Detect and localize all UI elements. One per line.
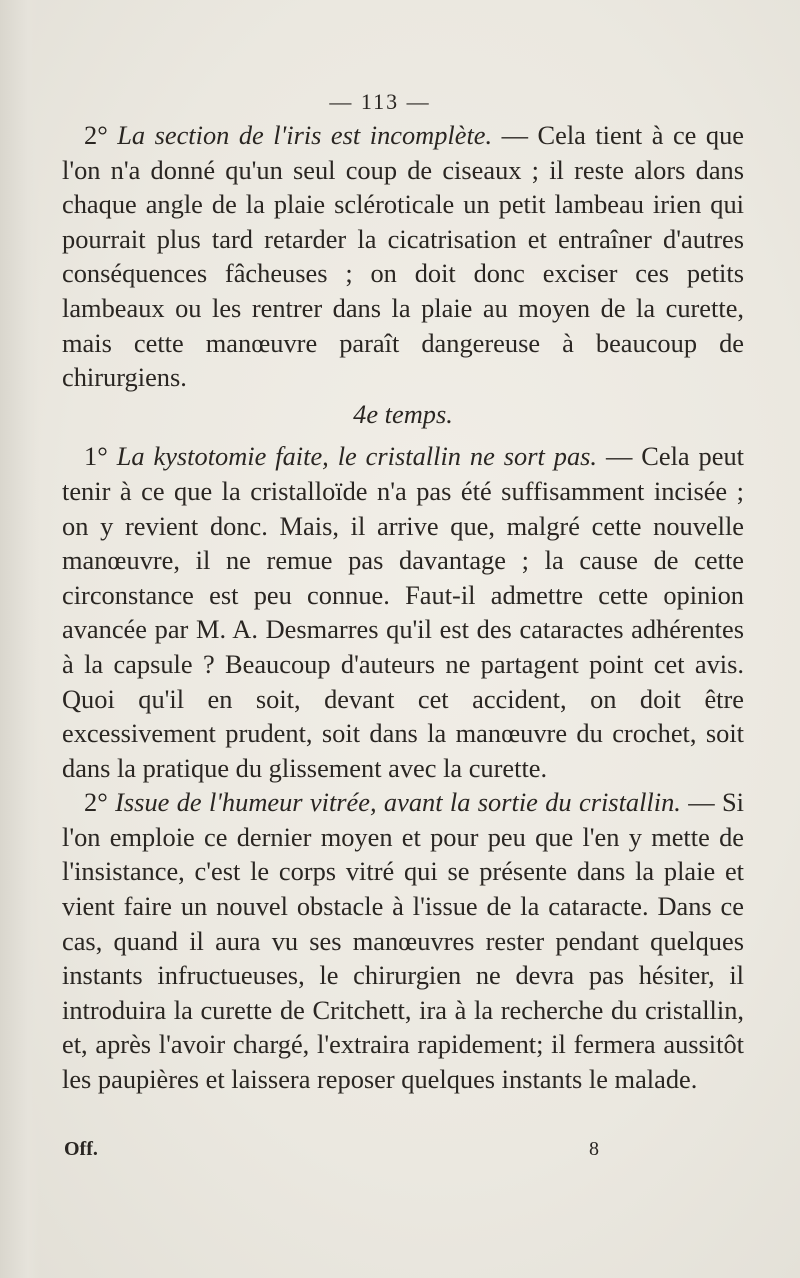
body-text bbox=[62, 82, 744, 1097]
page-footer bbox=[62, 1136, 744, 1162]
page-number: — 113 — bbox=[329, 89, 431, 114]
paragraph-title: La section de l'iris est incomplète. bbox=[117, 120, 493, 150]
paragraph-number: 2° bbox=[84, 787, 116, 818]
paragraph-text: — Cela tient à ce que l'on n'a donné qu'un seul coup de ciseaux ; il reste alors dans chaque angle de la plaie scléroticale un petit lambeau irien qui pourrait plus tard retarder la cicatrisation et entraîner d'autres conséquences fâcheuses ; on doit donc exciser ces petits lambeaux ou les rentrer dans la plaie au moyen de la curette, mais cette manœuvre paraît dangereuse à beaucoup de chirurgiens. bbox=[62, 120, 744, 393]
paragraph-humeur-vitree bbox=[62, 785, 744, 1096]
paragraph-text: — Cela peut tenir à ce que la cristalloïde n'a pas été suffisamment incisée ; on y revient donc. Mais, il arrive que, malgré cette nouvelle manœuvre, il ne remue pas davantage ; la cause de cette circonstance est peu connue. Faut-il admettre cette opinion avancée par M. A. Desmarres qu'il est des cataractes adhérentes à la capsule ? Beaucoup d'auteurs ne partagent point cet avis. Quoi qu'il en soit, devant cet accident, on doit être excessivement prudent, soit dans la manœuvre du crochet, soit dans la pratique du glissement avec la curette. bbox=[62, 441, 744, 783]
paragraph-number: 1° bbox=[84, 441, 117, 472]
paragraph-kystotomie bbox=[62, 439, 744, 785]
section-heading: 4e temps. bbox=[353, 398, 453, 429]
paragraph-title: Issue de l'humeur vitrée, avant la sortie du cristallin. bbox=[115, 787, 681, 818]
paragraph-number: 2° bbox=[84, 120, 118, 150]
paragraph-text: — Si l'on emploie ce dernier moyen et pour peu que l'en y mette de l'insistance, c'est le corps vitré qui se présente dans la plaie et vient faire un nouvel obstacle à l'issue de la cataracte. Dans ce cas, quand il aura vu ses manœuvres rester pendant quelques instants infructueuses, le chirurgien ne devra pas hésiter, il introduira la curette de Critchett, ira à la recherche du cristallin, et, après l'avoir chargé, l'extraira rapidement; il fermera aussitôt les paupières et laissera reposer quelques instants le malade. bbox=[62, 787, 744, 1095]
signature-number: 8 bbox=[589, 1138, 599, 1160]
paragraph-section-iris bbox=[62, 118, 744, 395]
paragraph-title: La kystotomie faite, le cristallin ne sort pas. bbox=[116, 441, 598, 472]
page-gutter-shadow bbox=[0, 0, 40, 1278]
signature-mark: Off. bbox=[64, 1138, 98, 1160]
